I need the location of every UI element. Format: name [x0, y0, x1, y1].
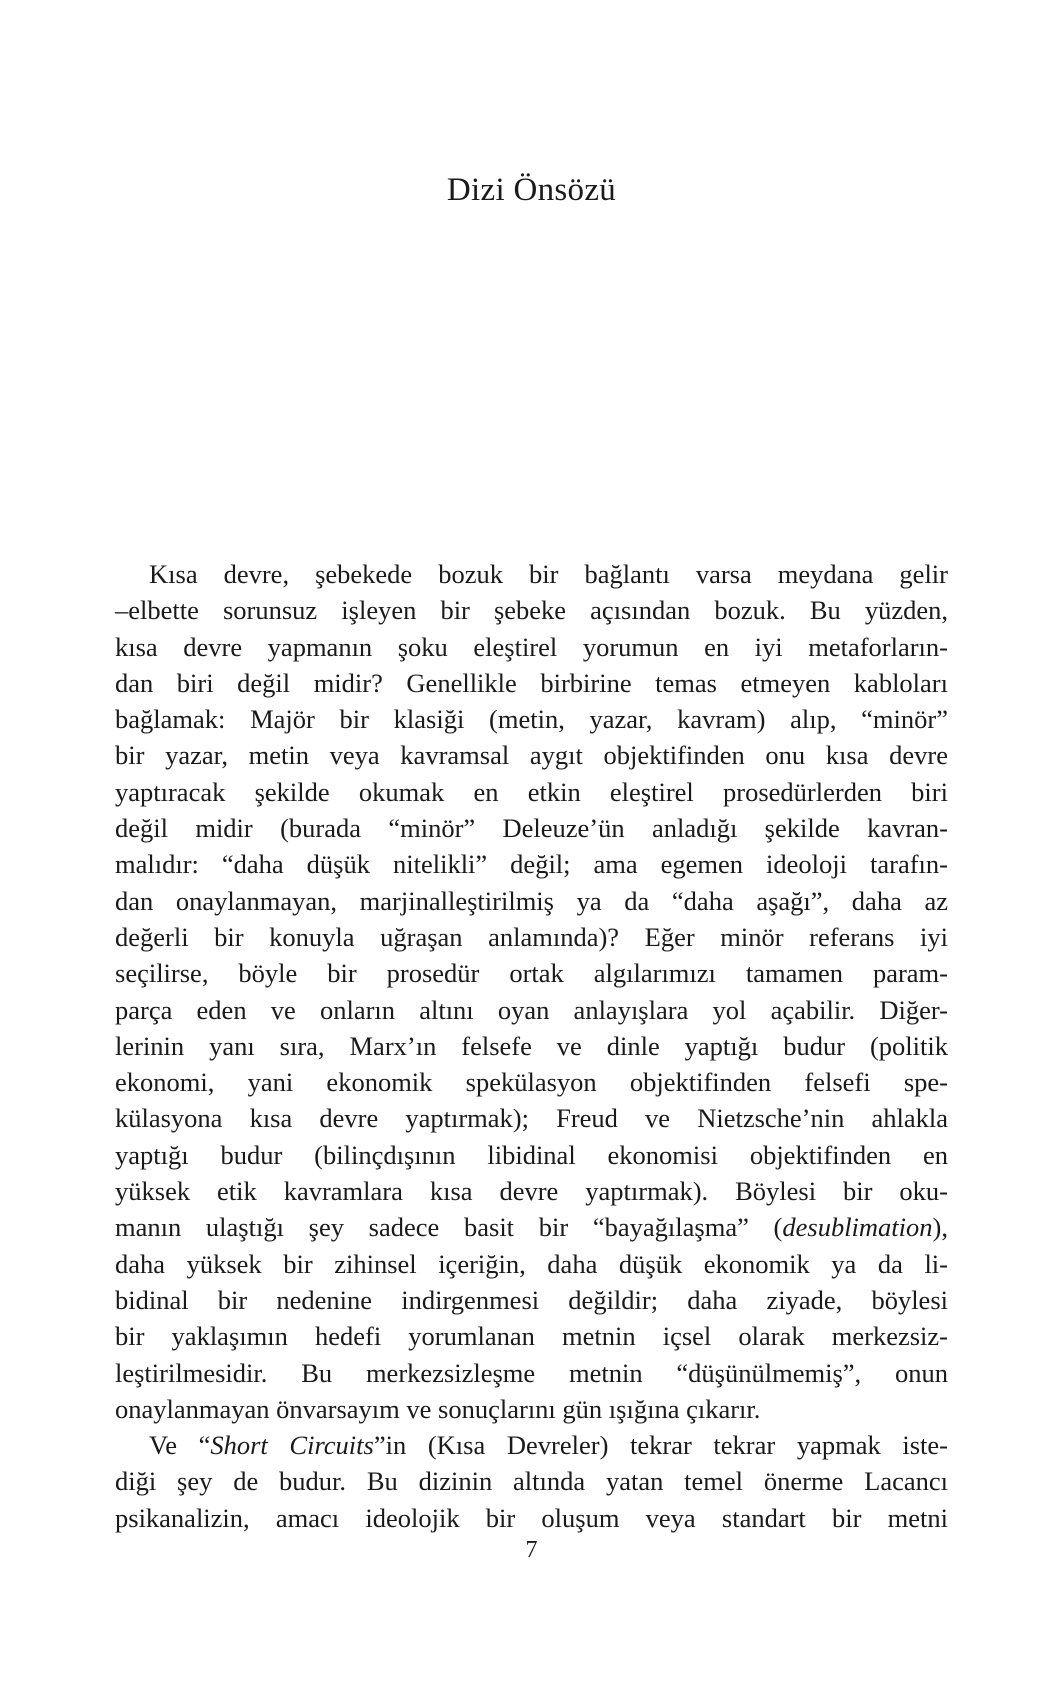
text-run: Kısa devre, şebekede bozuk bir bağlantı varsa meydana gelir	[149, 559, 948, 589]
text-line	[115, 1100, 948, 1136]
text-line	[115, 1391, 948, 1427]
text-line	[115, 955, 948, 991]
text-run: ”in (Kısa Devreler) tekrar tekrar yapmak iste-	[373, 1430, 948, 1461]
italic-term: desublimation	[782, 1212, 933, 1243]
text-line	[115, 1064, 948, 1100]
text-run: yüksek etik kavramlara kısa devre yaptırmak). Böylesi bir oku-	[115, 1176, 948, 1207]
text-run: bidinal bir nedenine indirgenmesi değildir; daha ziyade, böylesi	[115, 1284, 948, 1315]
text-line	[115, 1318, 948, 1354]
text-run: daha yüksek bir zihinsel içeriğin, daha düşük ekonomik ya da li-	[115, 1248, 948, 1279]
text-line	[115, 665, 948, 701]
italic-term: Short Circuits	[210, 1430, 374, 1461]
text-line	[115, 701, 948, 737]
text-line	[115, 846, 948, 882]
text-run: seçilirse, böyle bir prosedür ortak algılarımızı tamamen param-	[115, 958, 948, 989]
text-run: Ve “	[149, 1430, 211, 1461]
text-line	[115, 556, 948, 592]
text-run: kısa devre yapmanın şoku eleştirel yorumun en iyi metaforların-	[115, 631, 948, 662]
text-run: dan biri değil midir? Genellikle birbirine temas etmeyen kabloları	[115, 667, 948, 698]
text-run: değil midir (burada “minör” Deleuze’ün anladığı şekilde kavran-	[115, 813, 948, 844]
text-line	[115, 919, 948, 955]
text-run: ekonomi, yani ekonomik spekülasyon objektifinden felsefi spe-	[115, 1067, 948, 1098]
text-line	[115, 1028, 948, 1064]
text-run: –elbette sorunsuz işleyen bir şebeke açısından bozuk. Bu yüzden,	[115, 595, 948, 626]
text-run: bir yazar, metin veya kavramsal aygıt objektifinden onu kısa devre	[115, 740, 948, 771]
text-run: onaylanmayan önvarsayım ve sonuçlarını gün ışığına çıkarır.	[115, 1393, 761, 1424]
text-line	[115, 592, 948, 628]
text-run: malıdır: “daha düşük nitelikli” değil; ama egemen ideoloji tarafın-	[115, 849, 948, 880]
text-line	[115, 992, 948, 1028]
text-line	[115, 1173, 948, 1209]
chapter-title: Dizi Önsözü	[446, 172, 617, 208]
text-run: lerinin yanı sıra, Marx’ın felsefe ve dinle yaptığı budur (politik	[115, 1030, 948, 1061]
text-line	[115, 1246, 948, 1282]
text-run: ),	[932, 1212, 948, 1243]
text-run: bağlamak: Majör bir klasiği (metin, yazar, kavram) alıp, “minör”	[115, 704, 948, 735]
text-line	[115, 629, 948, 665]
text-run: psikanalizin, amacı ideolojik bir oluşum veya standart bir metni	[115, 1502, 948, 1533]
text-run: manın ulaştığı şey sadece basit bir “bayağılaşma” (	[115, 1212, 783, 1243]
text-line	[115, 883, 948, 919]
text-run: parça eden ve onların altını oyan anlayışlara yol açabilir. Diğer-	[115, 994, 948, 1025]
page-number: 7	[525, 1537, 538, 1563]
text-line	[115, 810, 948, 846]
text-run: bir yaklaşımın hedefi yorumlanan metnin içsel olarak merkezsiz-	[115, 1321, 948, 1352]
text-run: değerli bir konuyla uğraşan anlamında)? Eğer minör referans iyi	[115, 921, 948, 952]
text-line	[115, 1500, 948, 1536]
text-run: diği şey de budur. Bu dizinin altında yatan temel önerme Lacancı	[115, 1466, 948, 1497]
text-line	[115, 1463, 948, 1499]
text-run: yaptığı budur (bilinçdışının libidinal ekonomisi objektifinden en	[115, 1139, 948, 1170]
text-run: dan onaylanmayan, marjinalleştirilmiş ya da “daha aşağı”, daha az	[115, 885, 948, 916]
text-line	[115, 737, 948, 773]
text-run: leştirilmesidir. Bu merkezsizleşme metnin “düşünülmemiş”, onun	[115, 1357, 948, 1388]
body-text	[115, 556, 948, 1536]
text-line	[115, 1355, 948, 1391]
text-line	[115, 774, 948, 810]
text-line	[115, 1282, 948, 1318]
text-line	[115, 1427, 948, 1463]
text-run: külasyona kısa devre yaptırmak); Freud ve Nietzsche’nin ahlakla	[115, 1103, 948, 1134]
text-line	[115, 1209, 948, 1245]
text-run: yaptıracak şekilde okumak en etkin eleştirel prosedürlerden biri	[115, 776, 948, 807]
text-line	[115, 1137, 948, 1173]
